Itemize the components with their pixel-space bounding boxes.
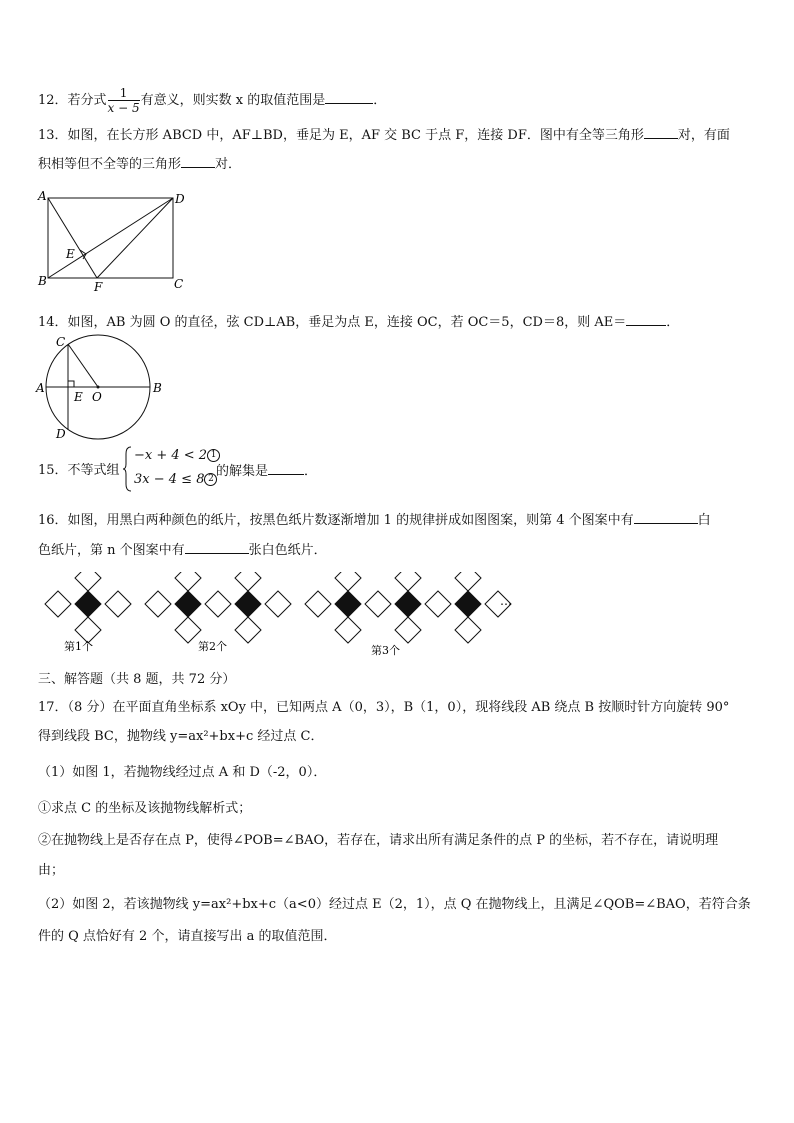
fig14-label-c: C [56,335,66,349]
fig16-p2-white-bottom-2 [235,617,261,643]
fig16-p3-white-bottom-3 [455,617,481,643]
q12-fraction [108,86,140,115]
q16-text-c: 色纸片，第 n 个图案中有 [38,543,185,558]
q17-sub2-b: 由； [38,863,65,878]
q15-ineq1-text: −x + 4 < 2 [134,448,208,463]
q13-text-a: 13．如图，在长方形 ABCD 中，AF⊥BD，垂足为 E，AF 交 BC 于点 F，连接 DF．图中有全等三角形 [38,128,644,143]
question-16-line2 [38,541,327,560]
question-13-line2 [38,155,241,174]
q13-blank-1[interactable] [644,126,678,139]
q14-answer-blank[interactable] [626,313,666,326]
q15-suffix-text: 的解集是 [216,464,269,479]
fig16-p2-white-mid-1 [205,591,231,617]
q15-answer-blank[interactable] [268,462,304,475]
fig14-label-o: O [92,390,102,404]
q13-text-b: 对，有面 [677,128,730,143]
fig16-p3-white-top-1 [335,572,361,591]
fig16-p3-white-top-2 [395,572,421,591]
fig16-p3-black-2 [395,591,421,617]
fig16-p2-white-top-2 [235,572,261,591]
fig16-ellipsis: … [500,594,512,608]
q13-text-d: 对． [215,157,242,172]
q15-prefix-text: 15．不等式组 [38,463,120,478]
question-15-prefix [38,462,120,480]
q12-prefix: 12．若分式 [38,93,107,108]
q17-line1: 17．（8 分）在平面直角坐标系 xOy 中，已知两点 A（0，3），B（1，0），现将线段 AB 绕点 B 按顺时针方向旋转 90° [38,700,730,715]
fig16-p3-black-1 [335,591,361,617]
fig16-p2-white-right [265,591,291,617]
fig16-p3-white-top-3 [455,572,481,591]
figure-14-circle [34,332,174,442]
fig13-label-f: F [94,280,103,294]
question-16-line1 [38,511,711,530]
q15-inequality-1 [134,448,220,463]
fig16-p3-white-bottom-2 [395,617,421,643]
q15-mark-1: 1 [207,449,220,462]
q15-inequality-2 [134,472,217,487]
question-13-line1 [38,126,730,145]
section-3-title: 三、解答题（共 8 题，共 72 分） [38,672,236,687]
q16-text-b: 白 [697,513,711,528]
question-14 [38,313,679,332]
q12-answer-blank[interactable] [325,91,373,104]
fig16-label-1: 第1个 [64,640,93,653]
fig16-p3-black-3 [455,591,481,617]
q16-text-d: 张白色纸片． [248,543,327,558]
q14-text: 14．如图，AB 为圆 O 的直径，弦 CD⊥AB，垂足为点 E，连接 OC，若 OC＝5，CD＝8，则 AE＝ [38,315,627,330]
q16-blank-2[interactable] [185,541,249,554]
fig14-label-b: B [153,381,162,395]
q16-blank-1[interactable] [634,511,698,524]
fig16-p1-white-top-1 [75,572,101,591]
q15-mark-2: 2 [204,473,217,486]
fig16-p3-white-mid-2 [425,591,451,617]
q15-ineq2-text: 3x − 4 ≤ 8 [134,472,205,487]
fig16-p2-white-left [145,591,171,617]
q17-line2: 得到线段 BC，抛物线 y=ax²+bx+c 经过点 C． [38,729,324,744]
fig16-p1-white-right [105,591,131,617]
fig13-label-b: B [38,274,47,288]
fig16-p2-black-2 [235,591,261,617]
q12-frac-denominator: x − 5 [107,101,140,115]
fig13-label-d: D [175,192,185,206]
fig14-center-point [97,386,100,389]
q13-blank-2[interactable] [181,155,215,168]
fig14-label-e: E [74,390,83,404]
fig16-p2-white-top-1 [175,572,201,591]
fig13-label-e: E [66,247,75,261]
q17-part2-b: 件的 Q 点恰好有 2 个，请直接写出 a 的取值范围． [38,929,337,944]
question-12 [38,86,386,115]
q16-text-a: 16．如图，用黑白两种颜色的纸片，按黑色纸片数逐渐增加 1 的规律拼成如图图案，则第 4 个图案中有 [38,513,634,528]
fig16-p3-white-mid-1 [365,591,391,617]
q17-part1: （1）如图 1，若抛物线经过点 A 和 D（-2，0）． [38,765,327,780]
fig16-p1-white-left [45,591,71,617]
q15-brace [122,446,132,492]
figure-16-pattern [38,572,538,662]
q12-frac-numerator: 1 [108,86,140,101]
fig16-label-3: 第3个 [371,644,400,657]
q17-part2-a: （2）如图 2，若该抛物线 y=ax²+bx+c（a<0）经过点 E（2，1），点 Q 在抛物线上，且满足∠QOB=∠BAO，若符合条 [38,897,751,912]
q12-suffix: 有意义，则实数 x 的取值范围是 [140,93,326,108]
fig14-label-a: A [36,381,45,395]
q12-end: ． [373,93,387,108]
q14-end: ． [666,315,680,330]
fig16-label-2: 第2个 [198,640,227,653]
fig13-label-c: C [174,277,184,291]
fig13-label-a: A [38,189,47,203]
question-15-suffix [216,462,317,481]
q15-end: ． [304,464,318,479]
q17-sub2-a: ②在抛物线上是否存在点 P，使得∠POB=∠BAO，若存在，请求出所有满足条件的点 P 的坐标，若不存在，请说明理 [38,833,719,848]
q17-sub1: ①求点 C 的坐标及该抛物线解析式； [38,801,252,816]
fig16-p3-white-bottom-1 [335,617,361,643]
fig16-p2-black-1 [175,591,201,617]
fig16-p3-white-left [305,591,331,617]
figure-13-rectangle [34,188,194,294]
q13-text-c: 积相等但不全等的三角形 [38,157,182,172]
fig16-p1-black-1 [75,591,101,617]
fig14-label-d: D [56,427,66,441]
